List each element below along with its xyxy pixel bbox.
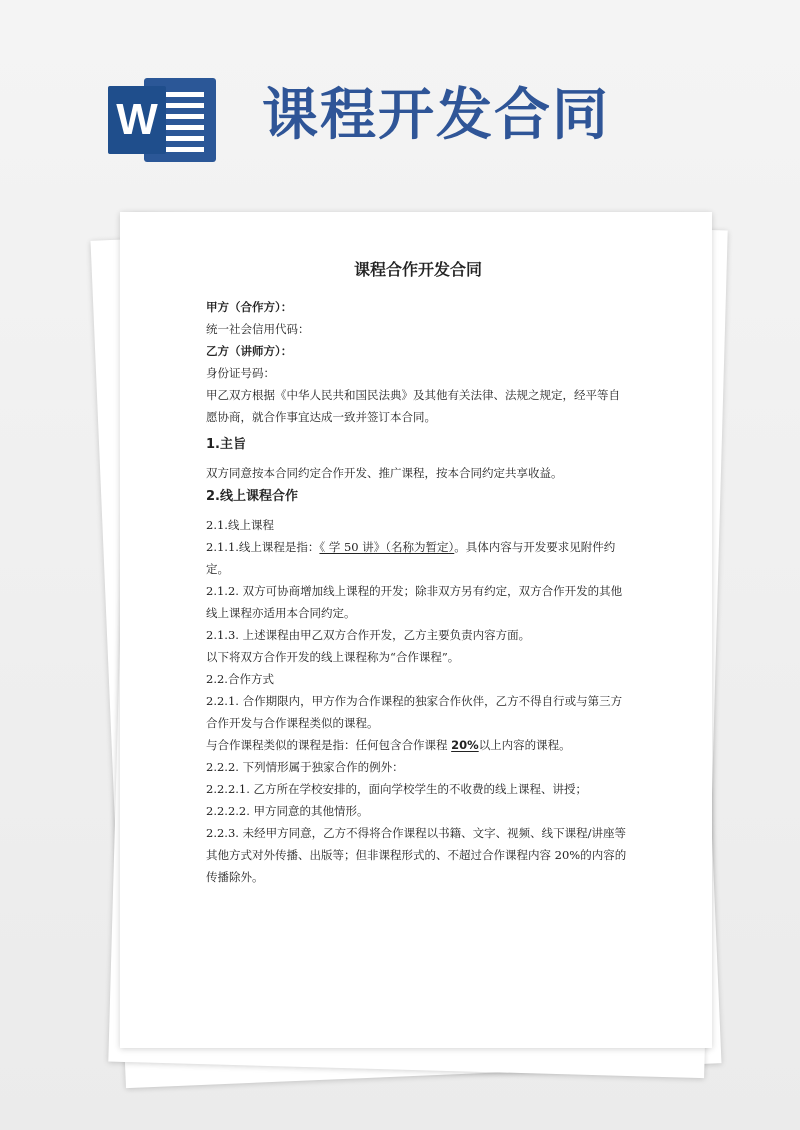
clause-text: 2.1.1.线上课程是指： xyxy=(206,540,320,554)
clause-paragraph xyxy=(206,536,630,580)
clause-note xyxy=(206,734,630,756)
clause-paragraph: 2.2.2.1. 乙方所在学校安排的，面向学校学生的不收费的线上课程、讲授； xyxy=(206,782,588,796)
page-title: 课程开发合同 xyxy=(262,83,610,148)
clause-text: 以上内容的课程。 xyxy=(478,738,571,752)
subsection-heading: 2.1.线上课程 xyxy=(206,518,274,532)
clause-paragraph: 2.1.3. 上述课程由甲乙双方合作开发，乙方主要负责内容方面。 xyxy=(206,628,531,642)
clause-paragraph: 2.2.3. 未经甲方同意，乙方不得将合作课程以书籍、文字、视频、线下课程/讲座等其他方式对外传播、出版等；但非课程形式的、不超过合作课程内容 20%的内容的传播除外。 xyxy=(206,826,627,884)
section-paragraph: 双方同意按本合同约定合作开发、推广课程，按本合同约定共享收益。 xyxy=(206,466,563,480)
clause-note: 以下将双方合作开发的线上课程称为“合作课程”。 xyxy=(206,650,460,664)
percent-underlined: 20% xyxy=(451,738,479,752)
clause-paragraph: 2.2.2. 下列情形属于独家合作的例外： xyxy=(206,760,404,774)
id-number-label: 身份证号码： xyxy=(206,366,275,380)
course-name-underlined: 《 学 50 讲》（名称为暂定） xyxy=(319,540,455,554)
clause-text: 。具体内容与开发要求见附件约定。 xyxy=(206,540,616,576)
subsection-heading: 2.2.合作方式 xyxy=(206,672,274,686)
clause-paragraph: 2.2.2.2. 甲方同意的其他情形。 xyxy=(206,804,369,818)
section-heading: 2.线上课程合作 xyxy=(206,489,298,504)
party-b-label: 乙方（讲师方）： xyxy=(206,344,293,358)
section-heading: 1.主旨 xyxy=(206,437,246,452)
clause-text: 与合作课程类似的课程是指：任何包含合作课程 xyxy=(206,738,452,752)
header-banner xyxy=(0,0,800,200)
word-icon-letter: W xyxy=(108,86,166,154)
credit-code-label: 统一社会信用代码： xyxy=(206,322,310,336)
clause-paragraph: 2.1.2. 双方可协商增加线上课程的开发；除非双方另有约定，双方合作开发的其他线上课程亦适用本合同约定。 xyxy=(206,584,623,620)
party-a-label: 甲方（合作方）： xyxy=(206,300,293,314)
word-icon-lines xyxy=(164,92,204,158)
document-title: 课程合作开发合同 xyxy=(353,260,482,279)
word-icon xyxy=(108,78,216,162)
preamble-paragraph: 甲乙双方根据《中华人民共和国民法典》及其他有关法律、法规之规定，经平等自愿协商，就合作事宜达成一致并签订本合同。 xyxy=(206,388,620,424)
document-body xyxy=(206,258,630,888)
clause-paragraph: 2.2.1. 合作期限内，甲方作为合作课程的独家合作伙伴，乙方不得自行或与第三方合作开发与合作课程类似的课程。 xyxy=(206,694,623,730)
